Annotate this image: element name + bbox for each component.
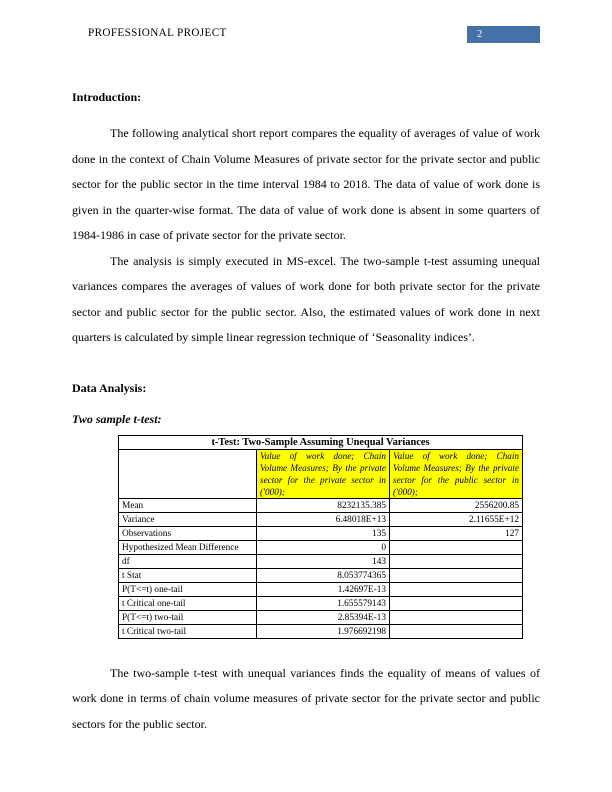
table-row: [119, 610, 523, 624]
document-body: [72, 90, 540, 737]
table-row: [119, 596, 523, 610]
row-label: P(T<=t) one-tail: [119, 582, 257, 596]
table-row: [119, 624, 523, 638]
row-label: t Stat: [119, 568, 257, 582]
introduction-heading: Introduction:: [72, 90, 142, 104]
intro-paragraph-2: The analysis is simply executed in MS-excel. The two-sample t-test assuming unequal variances compares the averages of values of work done for both private sector for the private sector and public sector for the public sector. Also, the estimated values of work done in next quarters is calculated by simple linear regression technique of ‘Seasonality indices’.: [72, 253, 540, 344]
ttest-table-body: [119, 435, 523, 638]
row-value-col1: 1.42697E-13: [257, 582, 390, 596]
row-value-col1: 8232135.385: [257, 498, 390, 512]
column-header-private-sector: Value of work done; Chain Volume Measures; By the private sector for the private sector in ('000);: [257, 449, 390, 498]
intro-paragraph-1: The following analytical short report compares the equality of averages of value of work done in the context of Chain Volume Measures of private sector for the private sector and public sector for the public sector in the time interval 1984 to 2018. The data of value of work done is given in the quarter-wise format. The data of value of work done is absent in some quarters of 1984-1986 in case of private sector for the private sector.: [72, 126, 540, 242]
row-value-col2: [390, 624, 523, 638]
row-value-col1: 0: [257, 540, 390, 554]
running-header: [88, 26, 540, 48]
row-label: t Critical two-tail: [119, 624, 257, 638]
table-row: [119, 568, 523, 582]
row-label: P(T<=t) two-tail: [119, 610, 257, 624]
row-value-col1: 6.48018E+13: [257, 512, 390, 526]
row-label: Mean: [119, 498, 257, 512]
table-row: [119, 582, 523, 596]
column-header-public-sector: Value of work done; Chain Volume Measures; By the private sector for the public sector in ('000);: [390, 449, 523, 498]
row-value-col1: 2.85394E-13: [257, 610, 390, 624]
ttest-table-container: [118, 435, 522, 639]
row-value-col2: 2556200.85: [390, 498, 523, 512]
spacer-before-data-analysis: [72, 351, 540, 381]
table-row: [119, 540, 523, 554]
row-value-col2: [390, 554, 523, 568]
ttest-table-title: t-Test: Two-Sample Assuming Unequal Variances: [119, 435, 523, 449]
row-value-col2: [390, 540, 523, 554]
spacer-after-table: [72, 639, 540, 661]
row-value-col2: [390, 568, 523, 582]
table-row: [119, 554, 523, 568]
row-value-col2: 127: [390, 526, 523, 540]
row-value-col1: 8.053774365: [257, 568, 390, 582]
table-title-row: [119, 435, 523, 449]
row-label: Hypothesized Mean Difference: [119, 540, 257, 554]
row-label: df: [119, 554, 257, 568]
row-value-col2: [390, 582, 523, 596]
row-label: Observations: [119, 526, 257, 540]
row-value-col1: 1.655579143: [257, 596, 390, 610]
table-row: [119, 498, 523, 512]
row-value-col2: [390, 610, 523, 624]
two-sample-ttest-subheading: Two sample t-test:: [72, 411, 162, 426]
row-value-col1: 143: [257, 554, 390, 568]
row-value-col2: [390, 596, 523, 610]
table-header-row: [119, 449, 523, 498]
row-value-col2: 2.11655E+12: [390, 512, 523, 526]
column-header-blank: [119, 449, 257, 498]
header-document-title: PROFESSIONAL PROJECT: [88, 27, 227, 39]
conclusion-paragraph: The two-sample t-test with unequal variances finds the equality of means of values of work done in terms of chain volume measures of private sector for the private sector and public sectors for the public sector.: [72, 665, 540, 731]
row-label: Variance: [119, 512, 257, 526]
table-row: [119, 526, 523, 540]
ttest-results-table: [118, 435, 523, 639]
page-number-badge: 2: [467, 26, 540, 43]
row-label: t Critical one-tail: [119, 596, 257, 610]
row-value-col1: 135: [257, 526, 390, 540]
table-row: [119, 512, 523, 526]
row-value-col1: 1.976692198: [257, 624, 390, 638]
data-analysis-heading: Data Analysis:: [72, 380, 147, 395]
